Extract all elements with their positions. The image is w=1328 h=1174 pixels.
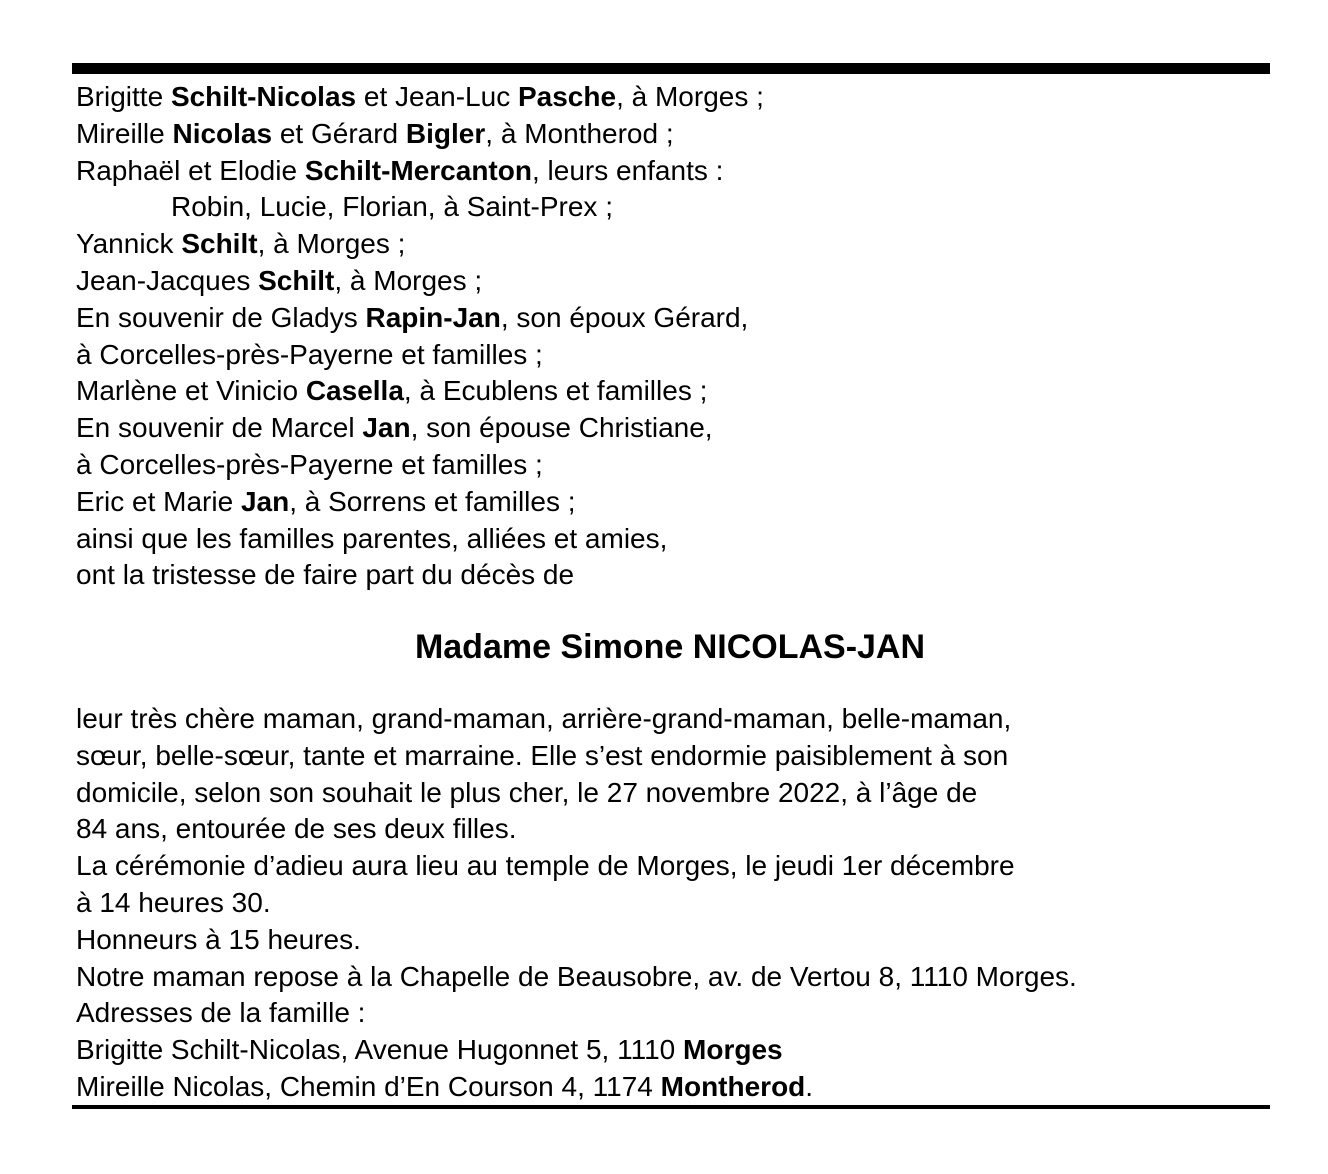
text-segment: 84 ans, entourée de ses deux filles.	[76, 813, 517, 845]
family-line	[76, 300, 764, 337]
text-segment: , son épouse Christiane,	[410, 412, 713, 444]
text-segment: , à Morges ;	[257, 228, 406, 260]
text-segment: sœur, belle-sœur, tante et marraine. Elle s’est endormie paisiblement à son	[76, 739, 1009, 771]
text-segment: Honneurs à 15 heures.	[76, 923, 361, 955]
details-line	[76, 701, 1077, 738]
text-segment: ainsi que les familles parentes, alliées et amies,	[76, 522, 668, 554]
family-line	[76, 153, 764, 190]
text-segment: domicile, selon son souhait le plus cher, le 27 novembre 2022, à l’âge de	[76, 776, 978, 808]
address-line	[76, 1069, 1077, 1106]
surname: Schilt-Nicolas	[170, 81, 357, 112]
family-list	[76, 79, 764, 594]
text-segment: à Corcelles-près-Payerne et familles ;	[76, 448, 543, 480]
obituary-details	[76, 701, 1077, 1106]
surname: Bigler	[405, 117, 486, 149]
addresses-heading	[76, 995, 1077, 1032]
text-segment: En souvenir de Marcel	[76, 412, 363, 444]
text-segment: La cérémonie d’adieu aura lieu au temple de Morges, le jeudi 1er décembre	[76, 850, 1015, 882]
text-segment: Notre maman repose à la Chapelle de Beausobre, av. de Vertou 8, 1110 Morges.	[76, 960, 1077, 992]
family-line	[76, 447, 764, 484]
surname: Nicolas	[172, 117, 273, 149]
text-segment: Mireille Nicolas, Chemin d’En Courson 4, 1174	[76, 1070, 661, 1102]
text-segment: , à Sorrens et familles ;	[289, 485, 576, 517]
text-segment: Marlène et Vinicio	[76, 375, 306, 407]
text-segment: Mireille	[76, 117, 173, 149]
text-segment: Yannick	[76, 228, 182, 260]
family-line	[76, 337, 764, 374]
text-segment: , à Montherod ;	[485, 117, 674, 149]
text-segment: , son époux Gérard,	[500, 301, 749, 333]
address-line	[76, 1032, 1077, 1069]
announcement-line	[76, 557, 764, 594]
text-segment: ont la tristesse de faire part du décès de	[76, 559, 575, 591]
surname: Pasche	[517, 81, 617, 112]
family-line	[76, 521, 764, 558]
text-segment: Adresses de la famille :	[76, 997, 366, 1029]
text-segment: .	[805, 1070, 814, 1102]
surname: Jan	[240, 485, 290, 517]
family-line-children	[76, 189, 764, 226]
text-segment: et Gérard	[272, 117, 406, 149]
chapel-line	[76, 959, 1077, 996]
surname: Jan	[362, 412, 411, 444]
surname: Schilt	[181, 228, 258, 260]
text-segment: , à Morges ;	[334, 264, 483, 296]
family-line	[76, 116, 764, 153]
surname: Schilt-Mercanton	[304, 154, 532, 186]
details-line	[76, 775, 1077, 812]
text-segment: à 14 heures 30.	[76, 886, 271, 918]
bottom-border-rule	[72, 1105, 1270, 1109]
text-segment: Eric et Marie	[76, 485, 241, 517]
deceased-name-heading: Madame Simone NICOLAS-JAN	[414, 628, 926, 666]
ceremony-line	[76, 848, 1077, 885]
text-segment: Jean-Jacques	[76, 264, 259, 296]
text-segment: Brigitte	[76, 81, 171, 112]
ceremony-line	[76, 885, 1077, 922]
top-border-rule	[72, 63, 1270, 74]
family-line	[76, 410, 764, 447]
text-segment: leur très chère maman, grand-maman, arrière-grand-maman, belle-maman,	[76, 703, 1012, 734]
text-segment: En souvenir de Gladys	[76, 301, 366, 333]
details-line	[76, 738, 1077, 775]
honours-line	[76, 922, 1077, 959]
text-segment: , à Ecublens et familles ;	[403, 375, 708, 407]
details-line	[76, 811, 1077, 848]
text-segment: à Corcelles-près-Payerne et familles ;	[76, 338, 543, 370]
locality: Morges	[683, 1034, 783, 1066]
text-segment: Robin, Lucie, Florian, à Saint-Prex ;	[171, 191, 613, 223]
surname: Rapin-Jan	[365, 301, 501, 333]
family-line	[76, 79, 764, 116]
surname: Casella	[305, 375, 404, 407]
family-line	[76, 226, 764, 263]
text-segment: Brigitte Schilt-Nicolas, Avenue Hugonnet 5, 1110	[76, 1034, 684, 1066]
text-segment: et Jean-Luc	[356, 81, 518, 112]
text-segment: , à Morges ;	[616, 81, 764, 112]
family-line	[76, 373, 764, 410]
family-line	[76, 263, 764, 300]
text-segment: Raphaël et Elodie	[76, 154, 305, 186]
surname: Schilt	[258, 264, 335, 296]
locality: Montherod	[660, 1070, 806, 1102]
family-line	[76, 484, 764, 521]
text-segment: , leurs enfants :	[531, 154, 724, 186]
